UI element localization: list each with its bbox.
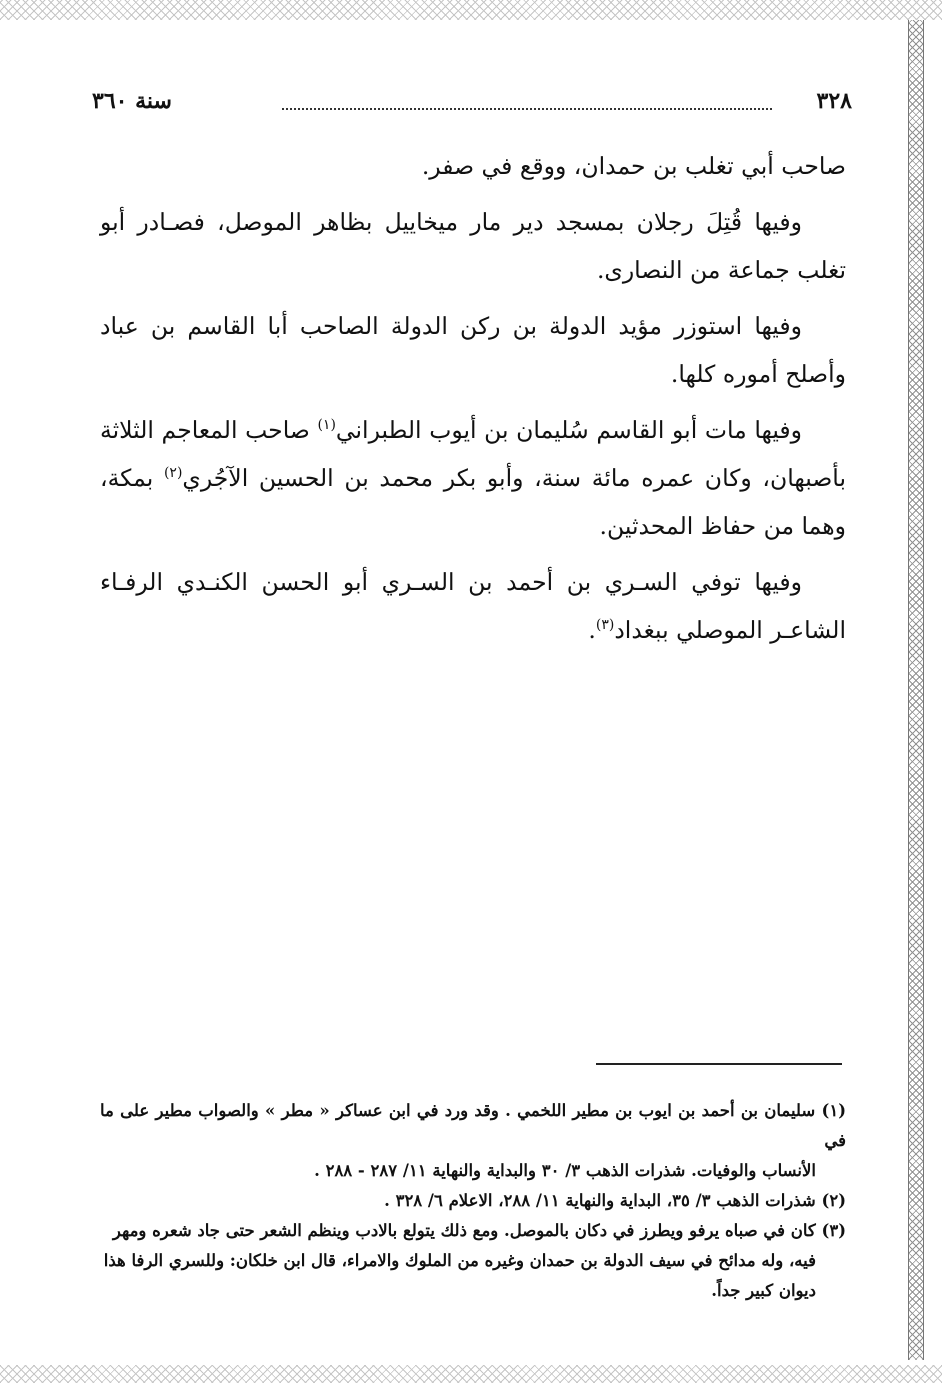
year-label: سنة ٣٦٠ — [92, 88, 172, 114]
footnote-text: شذرات الذهب ٣/ ٣٥، البداية والنهاية ١١/ ٢٨٨، الاعلام ٦/ ٣٢٨ . — [384, 1191, 822, 1210]
footnote-1 — [100, 1096, 846, 1186]
decorative-border-top — [0, 0, 942, 20]
footnote-2 — [100, 1186, 846, 1216]
paragraph-text: . — [588, 616, 596, 644]
footnote-text: الأنساب والوفيات. شذرات الذهب ٣/ ٣٠ والبداية والنهاية ١١/ ٢٨٧ - ٢٨٨ . — [314, 1161, 816, 1180]
paragraph-5 — [100, 558, 846, 654]
main-text — [100, 142, 846, 662]
header-dotted-rule — [282, 108, 772, 110]
footnotes — [100, 1096, 846, 1306]
footnote-ref-2[interactable]: (٢) — [163, 465, 183, 482]
footnote-separator — [596, 1063, 842, 1065]
paragraph-2 — [100, 198, 846, 294]
footnote-text: ديوان كبير جداً. — [711, 1281, 816, 1300]
paragraph-text: وفيها استوزر مؤيد الدولة بن ركن الدولة الصاحب أبا القاسم بن عباد وأصلح أموره كلها. — [100, 312, 846, 388]
footnote-text: فيه، وله مدائح في سيف الدولة بن حمدان وغيره من الملوك والامراء، قال ابن خلكان: وللسري الرفا هذا — [103, 1251, 816, 1270]
page-number: ٣٢٨ — [816, 88, 852, 114]
decorative-border-right — [908, 20, 924, 1360]
paragraph-3 — [100, 302, 846, 398]
paragraph-text: وفيها مات أبو القاسم سُليمان بن أيوب الطبراني — [335, 416, 802, 444]
paragraph-text: صاحب المعاجم الثلاثة بأصبهان، وكان عمره مائة سنة، وأبو بكر محمد بن الحسين الآجُري — [100, 416, 847, 492]
paragraph-text: وفيها توفي السـري بن أحمد بن السـري أبو الحسن الكنـدي الرفـاء الشاعـر الموصلي ببغداد — [100, 568, 846, 644]
footnote-text: سليمان بن أحمد بن ايوب بن مطير اللخمي . وقد ورد في ابن عساكر « مطر » والصواب مطير على ما في — [100, 1101, 846, 1150]
paragraph-text: بمكة، وهما من حفاظ المحدثين. — [100, 464, 846, 540]
footnote-number: (٢) — [821, 1191, 846, 1210]
footnote-ref-1[interactable]: (١) — [317, 417, 336, 434]
footnote-number: (٣) — [821, 1221, 846, 1240]
footnote-ref-3[interactable]: (٣) — [595, 617, 615, 634]
paragraph-text: صاحب أبي تغلب بن حمدان، ووقع في صفر. — [421, 152, 846, 180]
page-header — [92, 88, 852, 122]
paragraph-4 — [100, 406, 846, 550]
decorative-border-bottom — [0, 1365, 942, 1383]
paragraph-1 — [100, 142, 846, 190]
footnote-3 — [100, 1216, 846, 1306]
footnote-text: كان في صباه يرفو ويطرز في دكان بالموصل. ومع ذلك يتولع بالادب وينظم الشعر حتى جاد شعره ومهر — [112, 1221, 822, 1240]
footnote-number: (١) — [821, 1101, 846, 1120]
paragraph-text: وفيها قُتِلَ رجلان بمسجد دير مار ميخاييل بظاهر الموصل، فصـادر أبو تغلب جماعة من النصارى. — [100, 208, 846, 284]
